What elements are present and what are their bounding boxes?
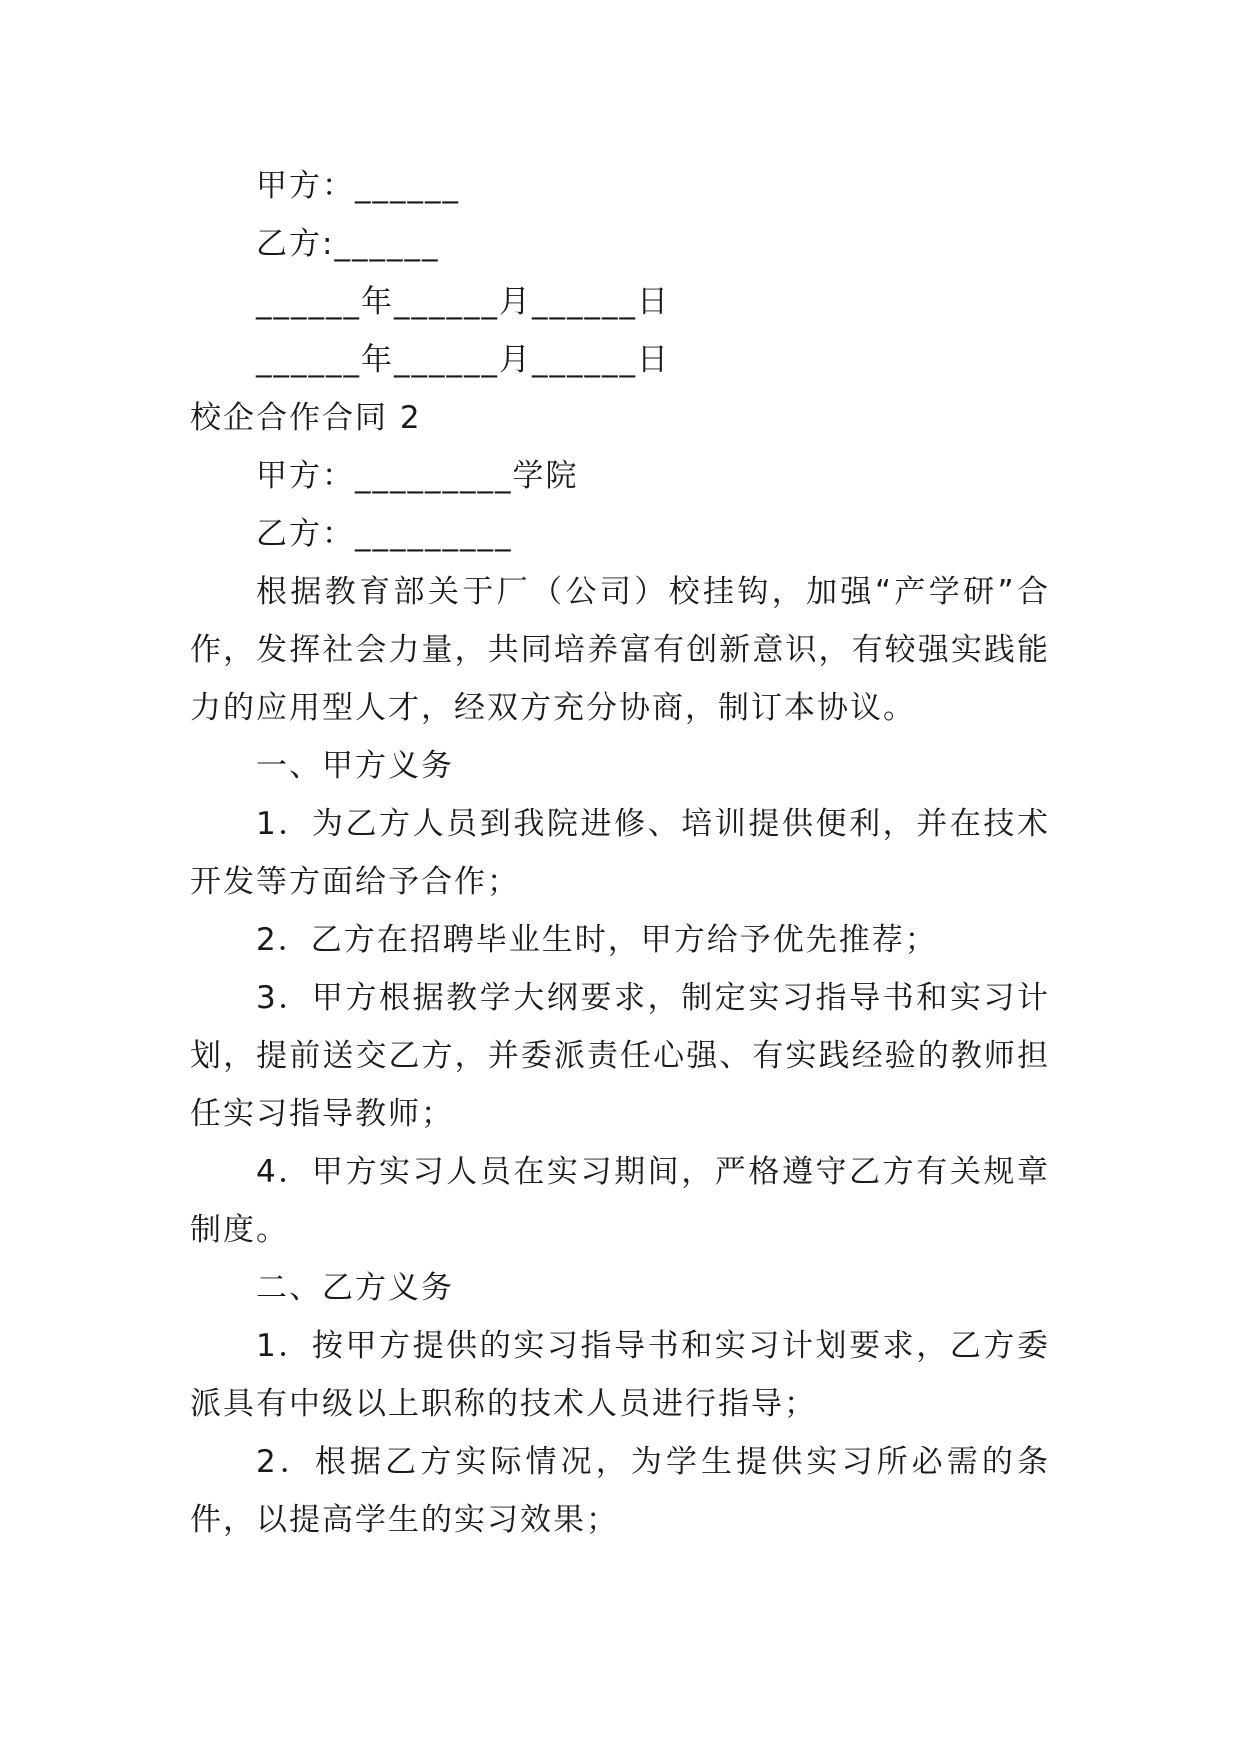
section-title: 校企合作合同 2 (190, 400, 422, 436)
party-a-line: 甲方：______ (256, 168, 460, 204)
party-b-line: 乙方:______ (256, 226, 440, 262)
list-item: 2．乙方在招聘毕业生时，甲方给予优先推荐； (256, 922, 938, 958)
section-heading: 二、乙方义务 (256, 1270, 454, 1306)
list-item: 3．甲方根据教学大纲要求，制定实习指导书和实习计划，提前送交乙方，并委派责任心强、有实践经验的教师担任实习指导教师； (190, 980, 1050, 1132)
list-item: 1．为乙方人员到我院进修、培训提供便利，并在技术开发等方面给予合作； (190, 806, 1050, 900)
date-line: ______年______月______日 (256, 342, 670, 378)
date-line: ______年______月______日 (256, 284, 670, 320)
list-item: 1．按甲方提供的实习指导书和实习计划要求，乙方委派具有中级以上职称的技术人员进行指导； (190, 1328, 1050, 1422)
party-b-line: 乙方：_________ (256, 516, 513, 552)
party-a-line: 甲方：_________学院 (256, 458, 579, 494)
list-item: 2．根据乙方实际情况，为学生提供实习所必需的条件，以提高学生的实习效果； (190, 1444, 1050, 1538)
document-body (190, 157, 1050, 1549)
section-heading: 一、甲方义务 (256, 748, 454, 784)
list-item: 4．甲方实习人员在实习期间，严格遵守乙方有关规章制度。 (190, 1154, 1050, 1248)
intro-paragraph: 根据教育部关于厂（公司）校挂钩，加强“产学研”合作，发挥社会力量，共同培养富有创新意识，有较强实践能力的应用型人才，经双方充分协商，制订本协议。 (190, 574, 1050, 726)
